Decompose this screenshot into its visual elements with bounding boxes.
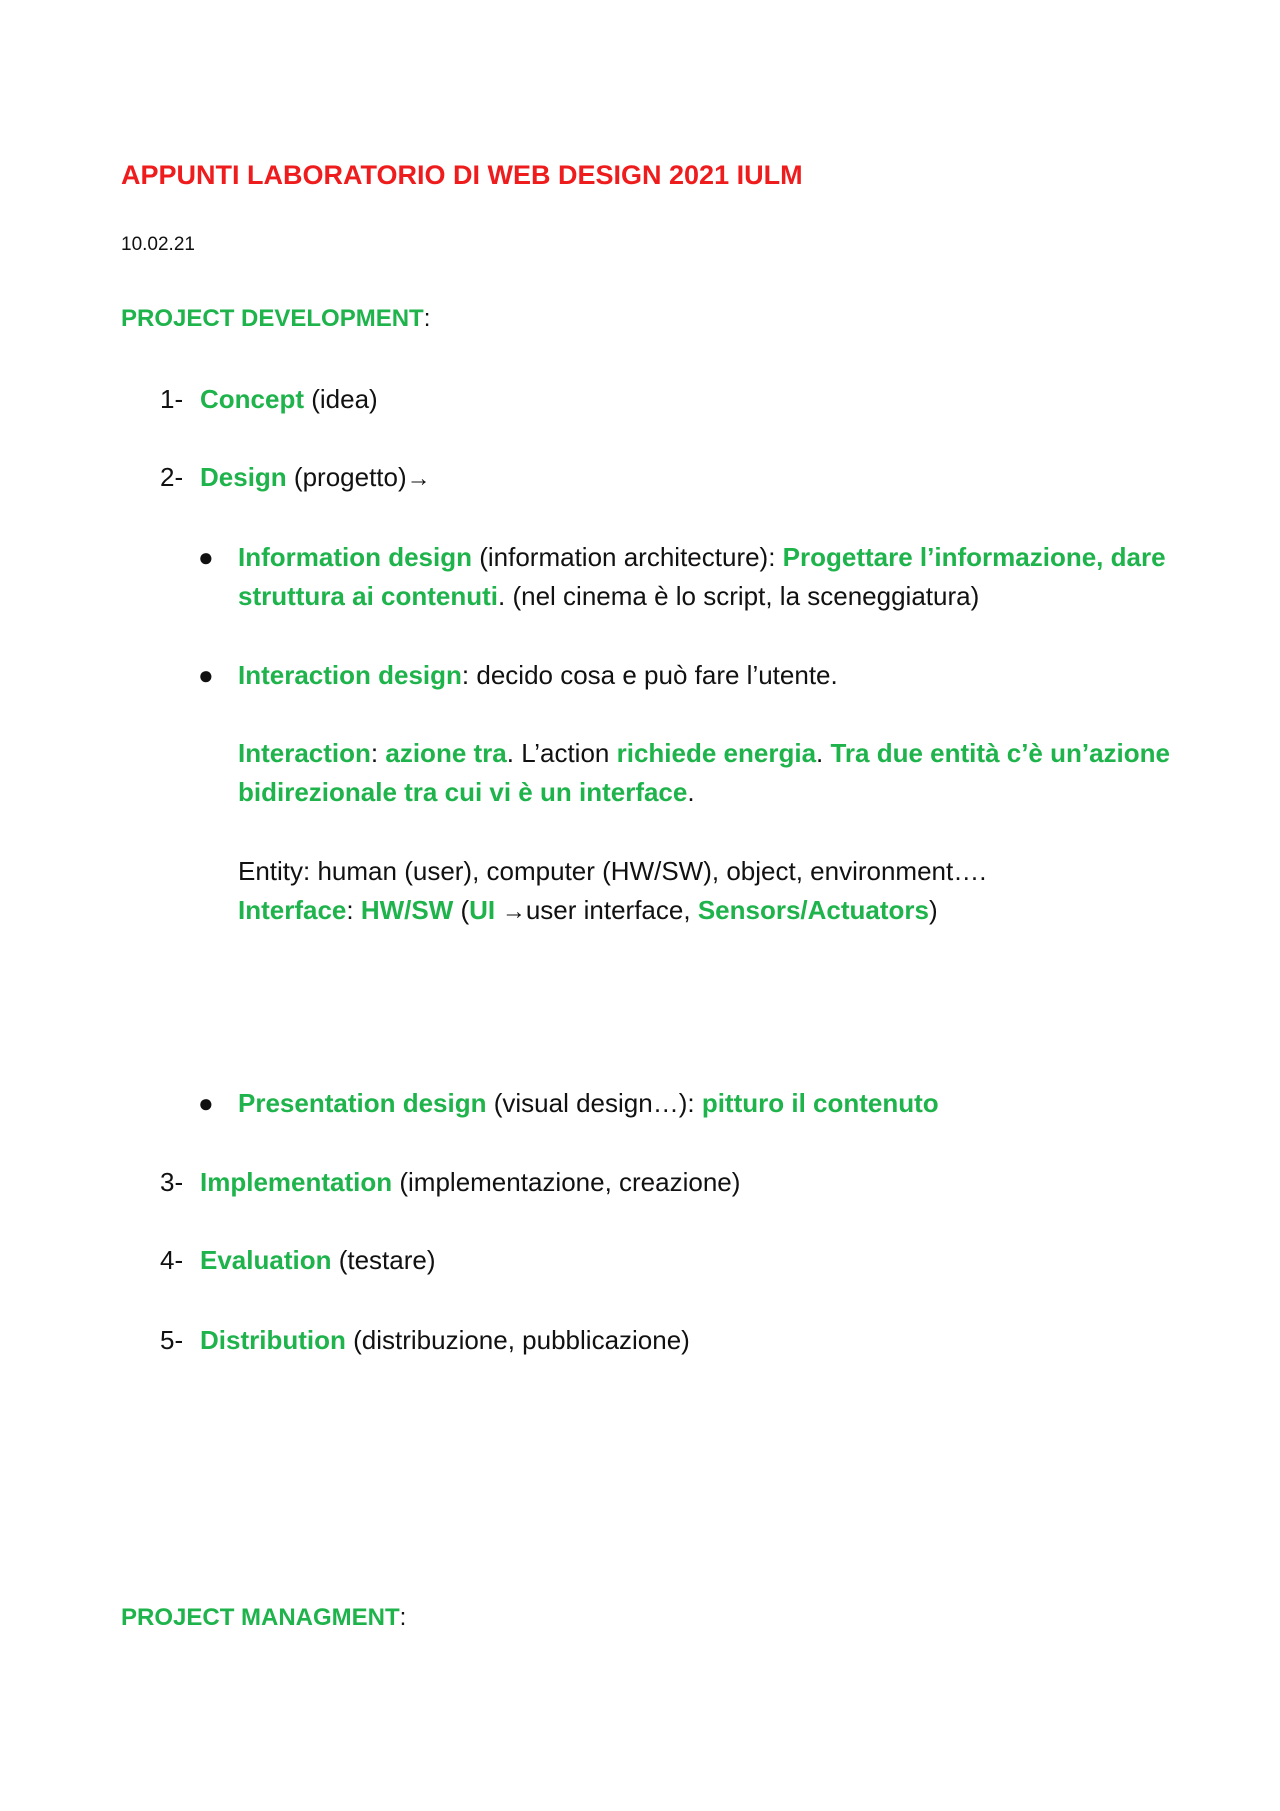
term-ui: UI <box>469 895 496 925</box>
term-information-design: Information design <box>238 542 472 572</box>
step-name: Design <box>200 462 287 492</box>
list-item-step-5 <box>160 1325 690 1356</box>
list-number: 2- <box>160 462 184 492</box>
term-desc: : decido cosa e può fare l’utente. <box>461 660 838 690</box>
arrow-right-icon: → <box>406 465 431 492</box>
highlight-richiede-energia: richiede energia <box>616 738 817 768</box>
bullet-item-information-design <box>198 538 1178 616</box>
list-item-step-1 <box>160 384 378 415</box>
list-number: 4- <box>160 1245 184 1275</box>
list-item-step-3 <box>160 1167 740 1198</box>
entity-line: Entity: human (user), computer (HW/SW), object, environment…. <box>238 856 987 886</box>
bullet-icon: ● <box>198 660 214 690</box>
interface-line <box>238 891 1178 931</box>
bullet-text <box>238 1084 1178 1123</box>
ui-desc: user interface, <box>525 895 698 925</box>
bullet-text <box>238 656 1178 695</box>
arrow-right-icon: → <box>495 898 526 925</box>
section-heading-project-development <box>121 305 430 333</box>
separator: . <box>816 738 831 768</box>
bullet-text <box>238 538 1178 616</box>
list-item-step-4 <box>160 1245 436 1276</box>
heading-text: PROJECT MANAGMENT <box>121 1604 400 1631</box>
list-number: 5- <box>160 1325 184 1355</box>
step-name: Implementation <box>200 1167 393 1197</box>
term-presentation-design: Presentation design <box>238 1088 487 1118</box>
heading-text: PROJECT DEVELOPMENT <box>121 305 424 332</box>
separator: : <box>346 895 361 925</box>
bullet-icon: ● <box>198 542 214 572</box>
term-highlight: Progettare l’informazione, dare struttura ai contenuti <box>238 542 1166 611</box>
document-date: 10.02.21 <box>121 234 195 255</box>
term-hw-sw: HW/SW <box>360 895 454 925</box>
step-desc: (idea) <box>304 384 378 414</box>
term-interaction-design: Interaction design <box>238 660 462 690</box>
list-number: 1- <box>160 384 184 414</box>
section-heading-project-management <box>121 1604 406 1632</box>
heading-colon: : <box>423 305 431 332</box>
term-interaction: Interaction <box>238 738 371 768</box>
document-title: APPUNTI LABORATORIO DI WEB DESIGN 2021 IULM <box>121 160 803 190</box>
separator: : <box>370 738 386 768</box>
step-name: Evaluation <box>200 1245 332 1275</box>
highlight-azione-tra: azione tra <box>385 738 507 768</box>
period: . <box>687 777 695 807</box>
bullet-item-presentation-design <box>198 1084 1178 1123</box>
step-name: Concept <box>200 384 304 414</box>
heading-colon: : <box>399 1604 407 1631</box>
step-name: Distribution <box>200 1325 346 1355</box>
bullet-icon: ● <box>198 1088 214 1118</box>
paren-open: ( <box>453 895 470 925</box>
paren-close: ) <box>929 895 938 925</box>
text-action: . L’action <box>506 738 617 768</box>
term-highlight: pitturo il contenuto <box>701 1088 939 1118</box>
interaction-note <box>238 734 1178 812</box>
step-desc: (implementazione, creazione) <box>392 1167 741 1197</box>
term-interface: Interface <box>238 895 347 925</box>
step-desc: (progetto) <box>286 462 407 492</box>
term-tail: . (nel cinema è lo script, la sceneggiatura) <box>498 581 980 611</box>
bullet-item-interaction-design <box>198 656 1178 695</box>
list-number: 3- <box>160 1167 184 1197</box>
highlight-bidirectional: Tra due entità c’è un’azione bidirezionale tra cui vi è un interface <box>238 738 1171 807</box>
list-item-step-2 <box>160 462 431 493</box>
term-desc: (information architecture): <box>472 542 783 572</box>
term-desc: (visual design…): <box>486 1088 702 1118</box>
term-sensors-actuators: Sensors/Actuators <box>697 895 929 925</box>
step-desc: (testare) <box>331 1245 436 1275</box>
step-desc: (distribuzione, pubblicazione) <box>345 1325 690 1355</box>
